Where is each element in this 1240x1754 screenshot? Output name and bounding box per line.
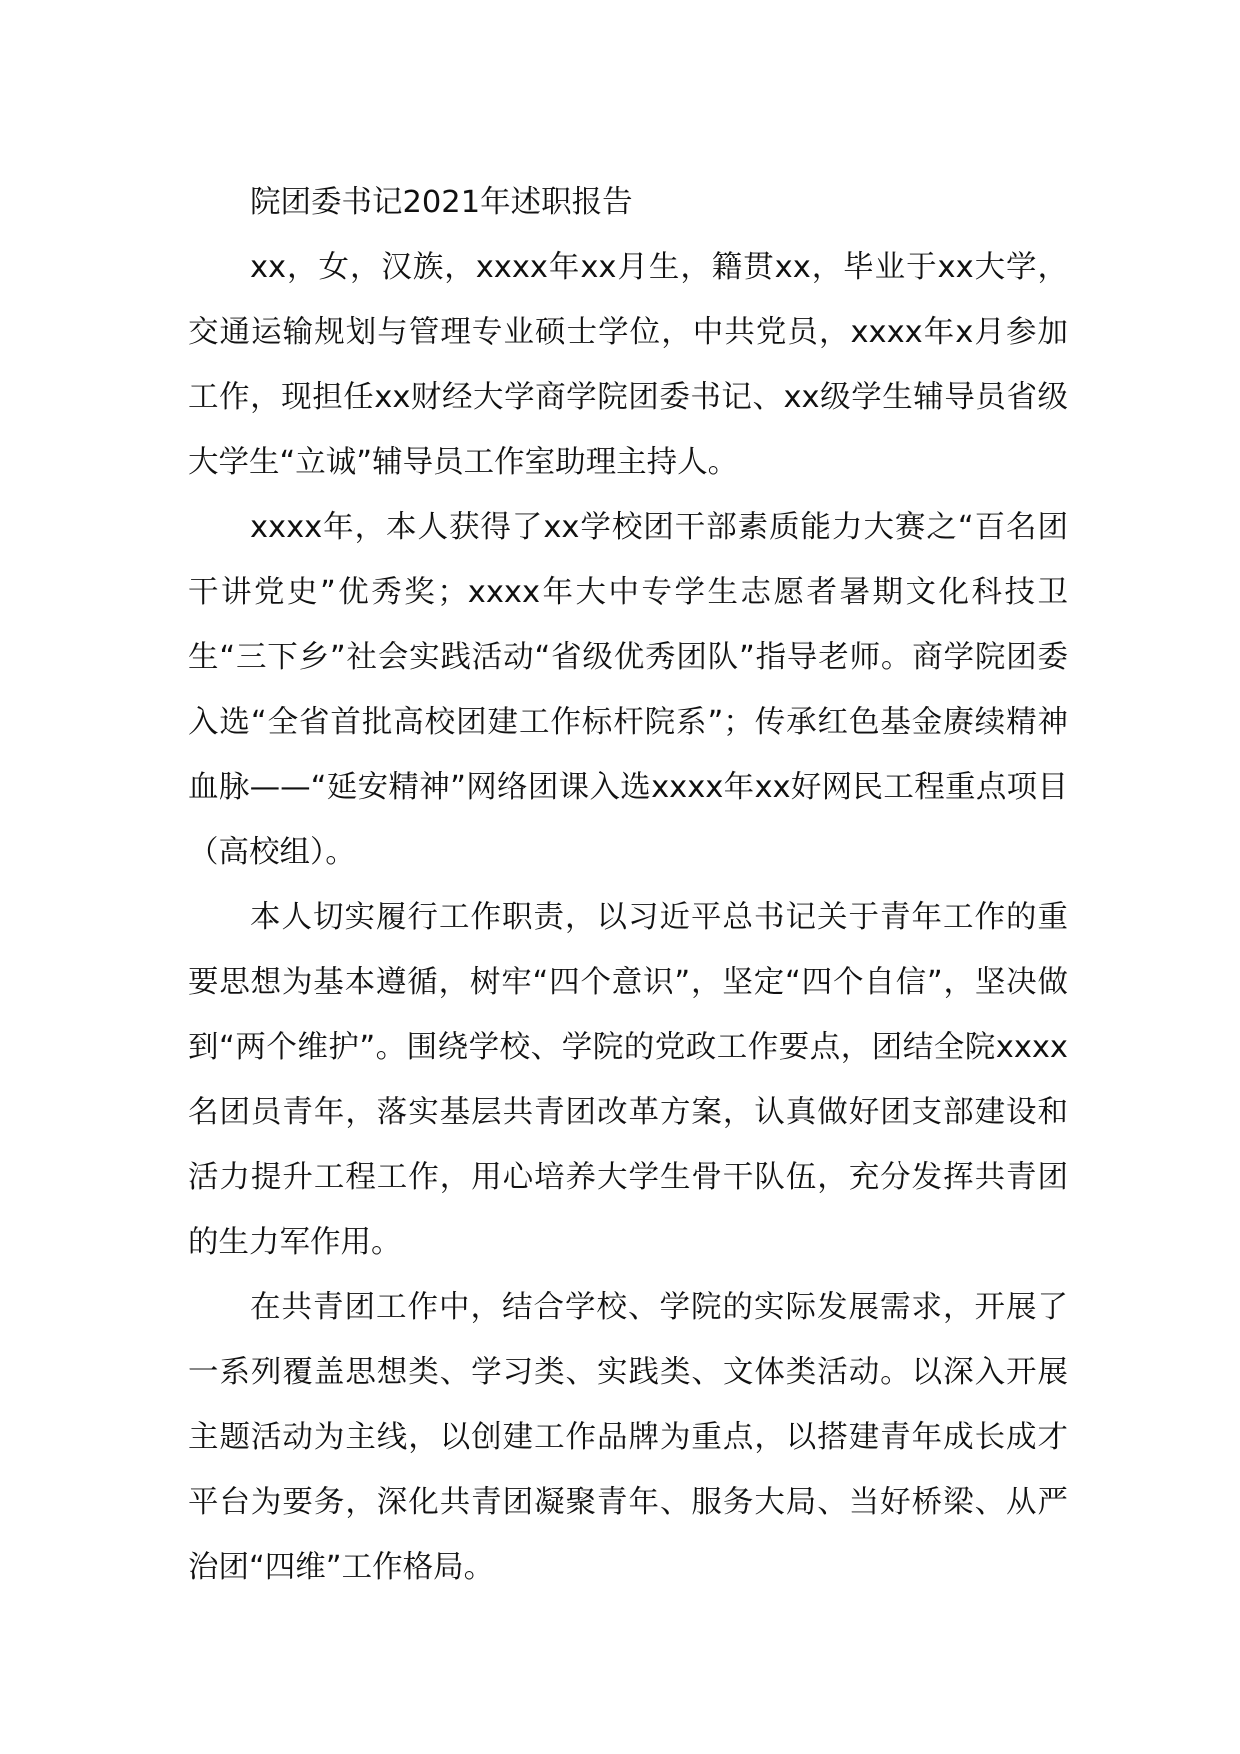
paragraph-duties: 本人切实履行工作职责，以习近平总书记关于青年工作的重要思想为基本遵循，树牢“四个意识”，坚定“四个自信”，坚决做到“两个维护”。围绕学校、学院的党政工作要点，团结全院xxxx名团员青年，落实基层共青团改革方案，认真做好团支部建设和活力提升工程工作，用心培养大学生骨干队伍，充分发挥共青团的生力军作用。 (188, 900, 1068, 1260)
paragraph-activities: 在共青团工作中，结合学校、学院的实际发展需求，开展了一系列覆盖思想类、学习类、实践类、文体类活动。以深入开展主题活动为主线，以创建工作品牌为重点，以搭建青年成长成才平台为要务，深化共青团凝聚青年、服务大局、当好桥梁、从严治团“四维”工作格局。 (188, 1290, 1068, 1585)
paragraph-personal-info: xx，女，汉族，xxxx年xx月生，籍贯xx，毕业于xx大学，交通运输规划与管理专业硕士学位，中共党员，xxxx年x月参加工作，现担任xx财经大学商学院团委书记、xx级学生辅导员省级大学生“立诚”辅导员工作室助理主持人。 (188, 250, 1068, 480)
paragraph-awards: xxxx年，本人获得了xx学校团干部素质能力大赛之“百名团干讲党史”优秀奖；xxxx年大中专学生志愿者暑期文化科技卫生“三下乡”社会实践活动“省级优秀团队”指导老师。商学院团委入选“全省首批高校团建工作标杆院系”；传承红色基金赓续精神血脉——“延安精神”网络团课入选xxxx年xx好网民工程重点项目（高校组）。 (188, 510, 1068, 870)
document-title: 院团委书记2021年述职报告 (250, 185, 633, 220)
document-body (188, 170, 1068, 1600)
